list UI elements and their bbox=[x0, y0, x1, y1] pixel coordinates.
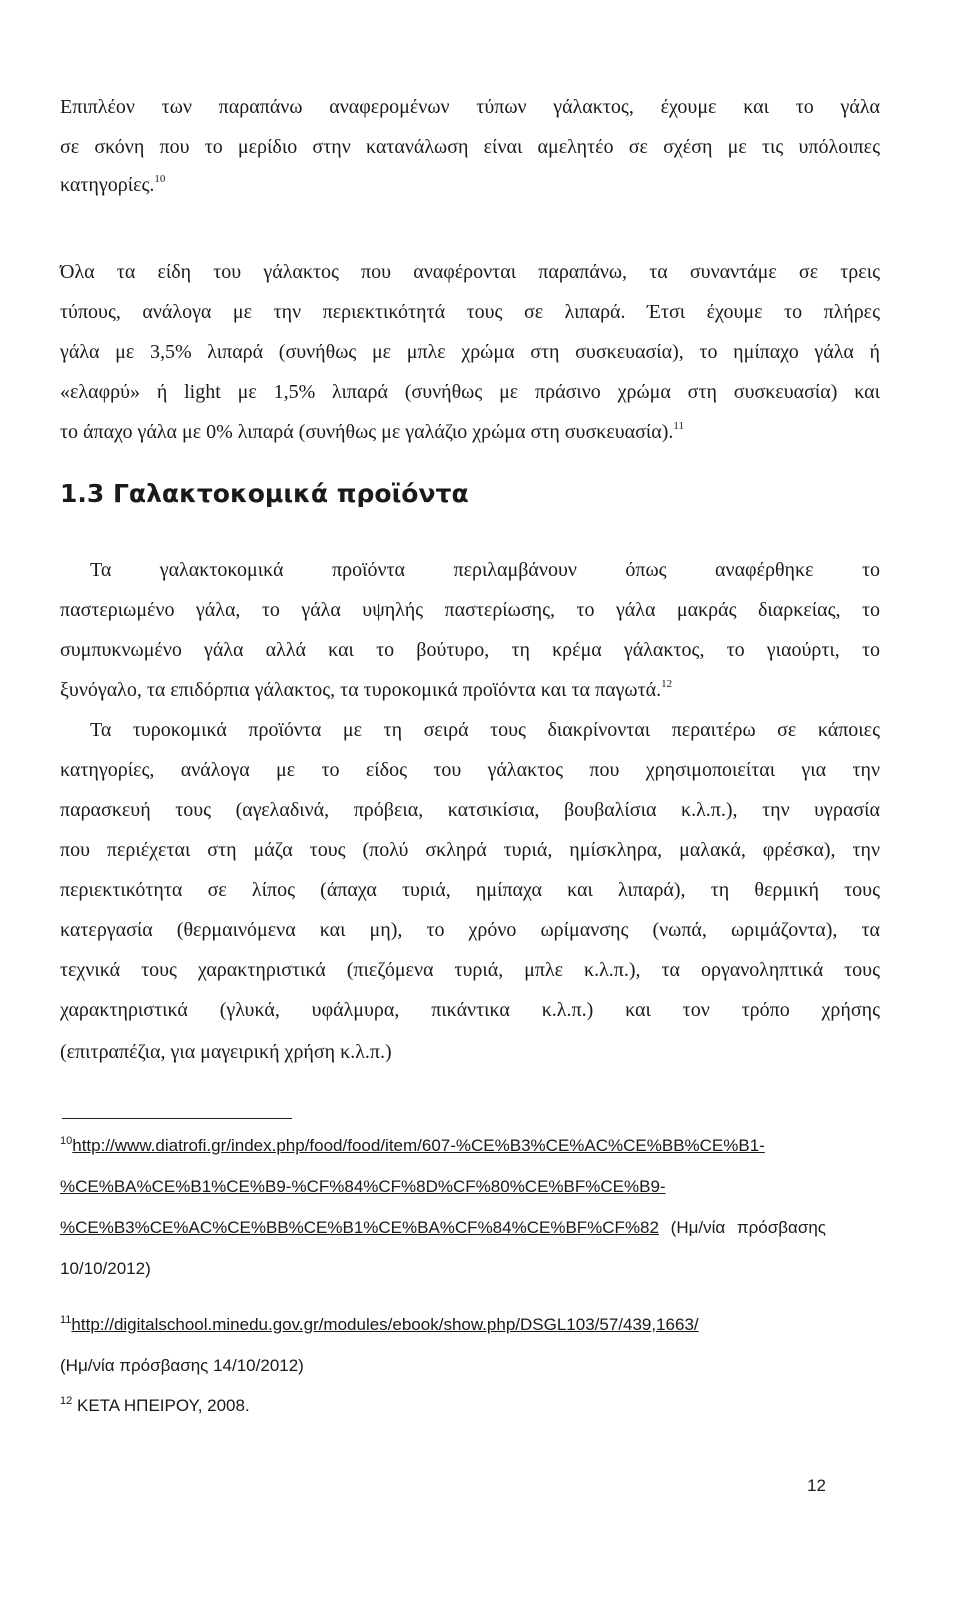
footnote-11-line1 bbox=[60, 1313, 826, 1337]
para4-line1: Τα τυροκομικά προϊόντα με τη σειρά τους διακρίνονται περαιτέρω σε κάποιες bbox=[90, 719, 880, 741]
footnote-10-access-label: (Ημ/νία bbox=[670, 1218, 726, 1237]
footnote-10-line2 bbox=[60, 1175, 826, 1199]
para4-line2: κατηγορίες, ανάλογα με το είδος του γάλακτος που χρησιμοποιείται για την bbox=[60, 759, 880, 781]
para3-line3: συμπυκνωμένο γάλα αλλά και το βούτυρο, τη κρέμα γάλακτος, το γιαούρτι, το bbox=[60, 639, 880, 661]
footnote-number-11: 11 bbox=[60, 1314, 72, 1326]
footnote-ref-10: 10 bbox=[154, 173, 166, 185]
para3-line1: Τα γαλακτοκομικά προϊόντα περιλαμβάνουν όπως αναφέρθηκε το bbox=[90, 559, 880, 581]
para4-line6: κατεργασία (θερμαινόμενα και μη), το χρόνο ωρίμανσης (νωπά, ωριμάζοντα), τα bbox=[60, 919, 880, 941]
footnote-12-text: ΚΕΤΑ ΗΠΕΙΡΟΥ, 2008. bbox=[76, 1396, 250, 1415]
footnote-10-link-cont[interactable]: %CE%BA%CE%B1%CE%B9-%CF%84%CF%8D%CF%80%CE%BF%CE%B9- bbox=[60, 1177, 666, 1196]
para4-line9: (επιτραπέζια, για μαγειρική χρήση κ.λ.π.) bbox=[60, 1041, 392, 1063]
footnote-number-12: 12 bbox=[60, 1395, 73, 1407]
para1-line2: σε σκόνη που το μερίδιο στην κατανάλωση είναι αμελητέο σε σχέση με τις υπόλοιπες bbox=[60, 136, 880, 158]
section-heading: 1.3 Γαλακτοκομικά προϊόντα bbox=[60, 479, 469, 508]
para2-line3: γάλα με 3,5% λιπαρά (συνήθως με μπλε χρώμα στη συσκευασία), το ημίπαχο γάλα ή bbox=[60, 341, 880, 363]
footnote-10-line3 bbox=[60, 1216, 826, 1240]
footnote-10-link[interactable]: http://www.diatrofi.gr/index.php/food/food/item/607-%CE%B3%CE%AC%CE%BB%CE%B1- bbox=[72, 1136, 765, 1155]
page-number: 12 bbox=[807, 1476, 826, 1495]
para1-line3: κατηγορίες.$^{10}$ bbox=[60, 173, 166, 196]
para4-line4: που περιέχεται στη μάζα τους (πολύ σκληρά τυριά, ημίσκληρα, μαλακά, φρέσκα), την bbox=[60, 839, 880, 861]
footnote-separator bbox=[62, 1118, 292, 1119]
footnote-11-link[interactable]: http://digitalschool.minedu.gov.gr/modules/ebook/show.php/DSGL103/57/439,1663/ bbox=[71, 1315, 699, 1334]
para3-line2: παστεριωμένο γάλα, το γάλα υψηλής παστερίωσης, το γάλα μακράς διαρκείας, το bbox=[60, 599, 880, 621]
para3-line4: ξυνόγαλο, τα επιδόρπια γάλακτος, τα τυροκομικά προϊόντα και τα παγωτά.$^{12}$ bbox=[60, 678, 673, 701]
para4-line7: τεχνικά τους χαρακτηριστικά (πιεζόμενα τυριά, μπλε κ.λ.π.), τα οργανοληπτικά τους bbox=[60, 959, 880, 981]
footnote-ref-11: 11 bbox=[673, 420, 684, 432]
footnote-number-10: 10 bbox=[60, 1135, 73, 1147]
para2-line4: «ελαφρύ» ή light με 1,5% λιπαρά (συνήθως με πράσινο χρώμα στη συσκευασία) και bbox=[60, 381, 880, 403]
footnote-ref-12: 12 bbox=[661, 678, 673, 690]
footnote-10-access-word: πρόσβασης bbox=[736, 1218, 826, 1237]
para2-line5: το άπαχο γάλα με 0% λιπαρά (συνήθως με γαλάζιο χρώμα στη συσκευασία).$^{11}$ bbox=[60, 420, 684, 443]
para1-line1: Επιπλέον των παραπάνω αναφερομένων τύπων γάλακτος, έχουμε και το γάλα bbox=[60, 96, 880, 118]
footnote-12 bbox=[60, 1394, 826, 1418]
footnote-10-date: 10/10/2012) bbox=[60, 1259, 151, 1278]
footnote-10-link-end[interactable]: %CE%B3%CE%AC%CE%BB%CE%B1%CE%BA%CF%84%CE%BF%CF%82 bbox=[60, 1218, 659, 1237]
para4-line8: χαρακτηριστικά (γλυκά, υφάλμυρα, πικάντικα κ.λ.π.) και τον τρόπο χρήσης bbox=[60, 999, 880, 1021]
para4-line5: περιεκτικότητα σε λίπος (άπαχα τυριά, ημίπαχα και λιπαρά), τη θερμική τους bbox=[60, 879, 880, 901]
para2-line2: τύπους, ανάλογα με την περιεκτικότητά τους σε λιπαρά. Έτσι έχουμε το πλήρες bbox=[60, 301, 880, 323]
footnote-10-line1 bbox=[60, 1134, 826, 1158]
para2-line1: Όλα τα είδη του γάλακτος που αναφέρονται παραπάνω, τα συναντάμε σε τρεις bbox=[60, 261, 880, 283]
footnote-11-access: (Ημ/νία πρόσβασης 14/10/2012) bbox=[60, 1356, 304, 1375]
para4-line3: παρασκευή τους (αγελαδινά, πρόβεια, κατσικίσια, βουβαλίσια κ.λ.π.), την υγρασία bbox=[60, 799, 880, 821]
